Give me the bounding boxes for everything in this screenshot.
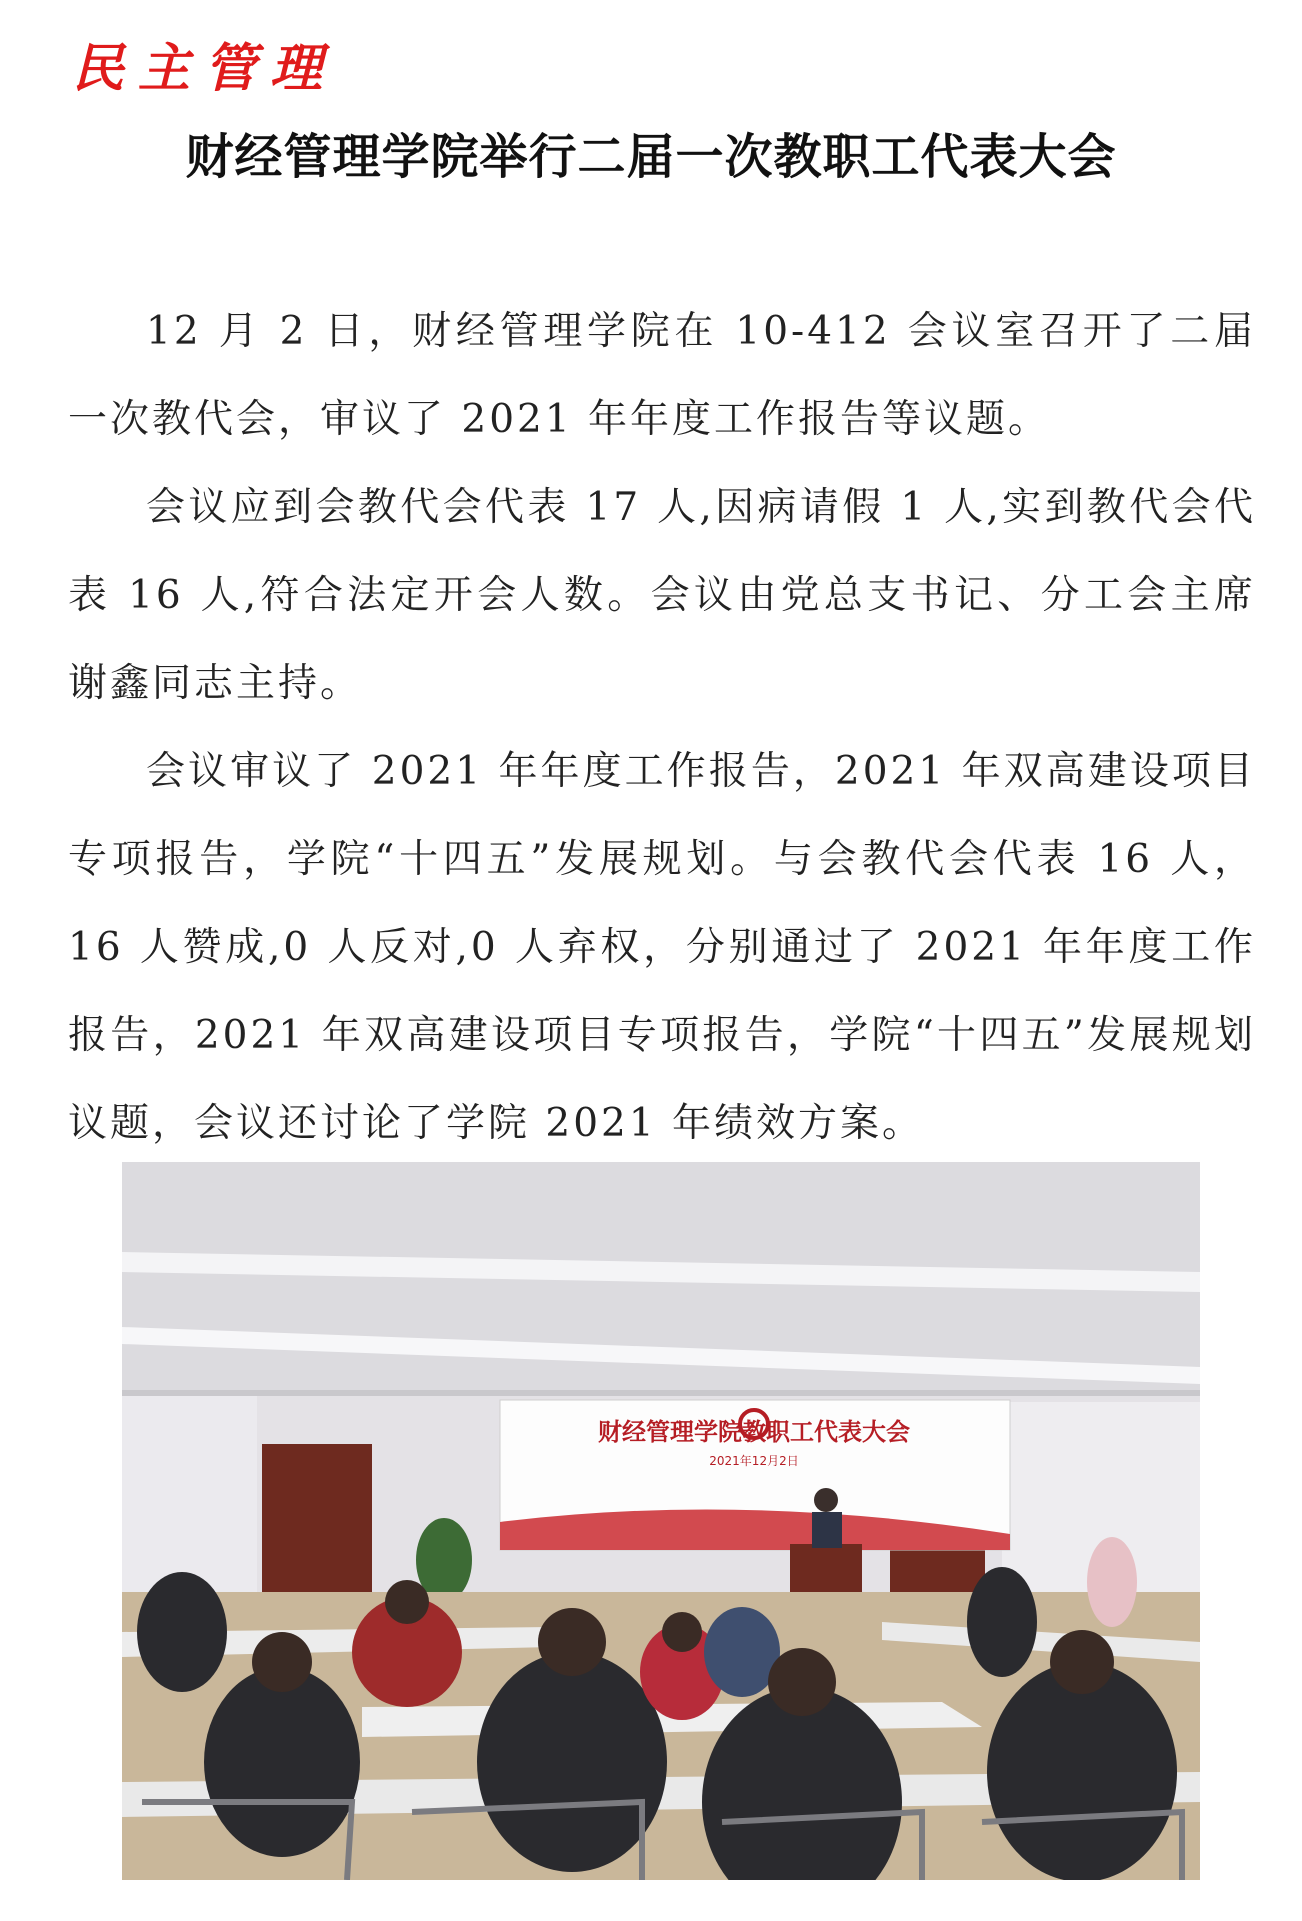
section-label: 民主管理 xyxy=(72,38,337,99)
paragraph: 会议应到会教代会代表 17 人,因病请假 1 人,实到教代会代表 16 人,符合法定开会人数。会议由党总支书记、分工会主席谢鑫同志主持。 xyxy=(68,485,1256,706)
article-body xyxy=(68,288,1256,1168)
screen-title: 财经管理学院教职工代表大会 xyxy=(598,1417,910,1446)
paragraph: 12 月 2 日，财经管理学院在 10-412 会议室召开了二届一次教代会，审议了 2021 年年度工作报告等议题。 xyxy=(68,309,1256,442)
page-title: 财经管理学院举行二届一次教职工代表大会 xyxy=(185,129,1117,185)
paragraph: 会议审议了 2021 年年度工作报告，2021 年双高建设项目专项报告，学院“十四五”发展规划。与会教代会代表 16 人，16 人赞成,0 人反对,0 人弃权，分别通过了 2021 年年度工作报告，2021 年双高建设项目专项报告，学院“十四五”发展规划议题，会议还讨论了学院 2021 年绩效方案。 xyxy=(68,749,1256,1146)
screen-date: 2021年12月2日 xyxy=(709,1454,799,1468)
meeting-photo xyxy=(122,1162,1200,1880)
